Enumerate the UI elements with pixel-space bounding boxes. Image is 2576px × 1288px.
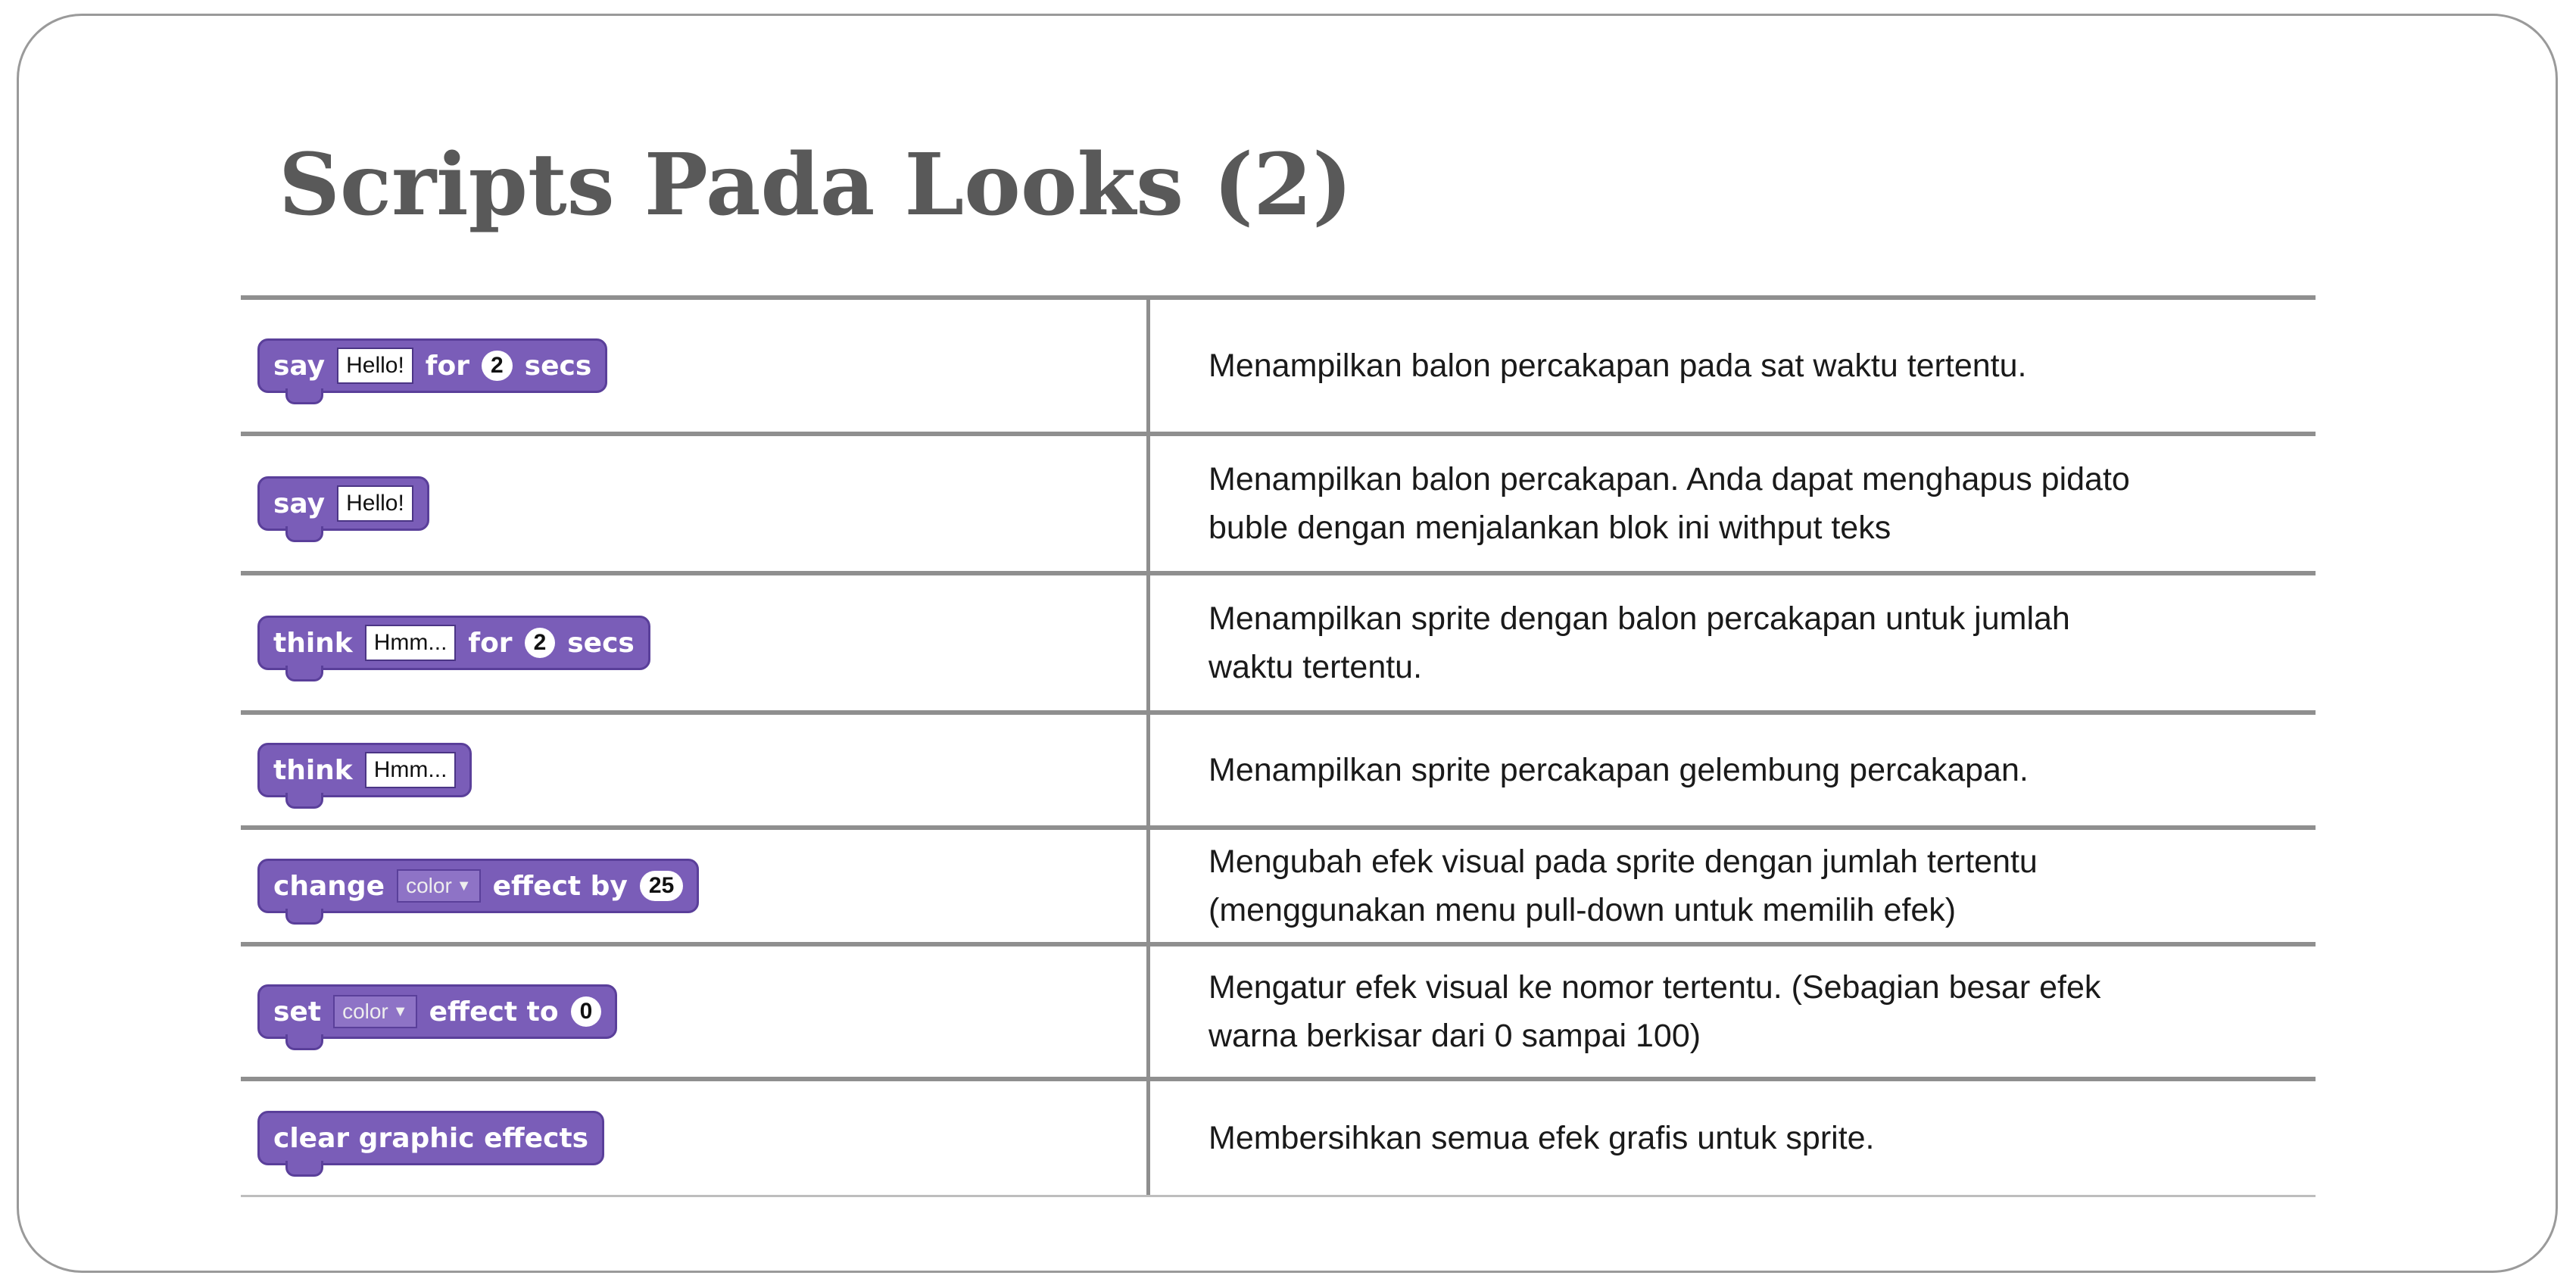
table-row [241,300,2316,432]
block-cell [257,715,472,825]
table-row [241,575,2316,710]
description-text: Mengubah efek visual pada sprite dengan jumlah tertentu (menggunakan menu pull-down untuk memilih efek) [1208,844,2038,928]
description-text: Menampilkan balon percakapan. Anda dapat menghapus pidato buble dengan menjalankan blok ini withput teks [1208,461,2130,546]
slide-title: Scripts Pada Looks (2) [279,136,1353,235]
block-keyword: clear graphic effects [273,1122,589,1154]
block-keyword: for [425,350,469,382]
seconds-slot[interactable]: 2 [525,628,556,658]
description-cell [1208,575,2299,710]
block-keyword: change [273,870,385,902]
effect-dropdown[interactable] [397,869,481,903]
description-cell [1208,1081,2299,1195]
block-keyword: effect to [429,996,559,1028]
value-slot[interactable]: 0 [571,996,602,1027]
block-keyword: for [468,627,513,659]
chevron-down-icon: ▼ [456,878,472,894]
description-cell [1208,947,2299,1077]
description-text: Mengatur efek visual ke nomor tertentu. (Sebagian besar efek warna berkisar dari 0 sampai 100) [1208,969,2101,1054]
clear-graphic-effects-block[interactable] [257,1111,604,1165]
say-block[interactable] [257,476,429,531]
chevron-down-icon: ▼ [392,1003,408,1020]
block-cell [257,947,617,1077]
amount-slot[interactable]: 25 [640,871,683,901]
description-text: Menampilkan sprite percakapan gelembung percakapan. [1208,752,2029,788]
block-keyword: secs [567,627,635,659]
description-cell [1208,830,2299,942]
block-keyword: set [273,996,322,1028]
set-effect-block[interactable] [257,984,617,1039]
effect-dropdown-value: color [406,874,452,897]
effect-dropdown[interactable] [333,995,417,1028]
table-row [241,830,2316,942]
block-keyword: think [273,754,353,786]
block-keyword: say [273,488,326,519]
seconds-slot[interactable]: 2 [482,351,513,381]
think-block[interactable] [257,743,472,797]
message-slot[interactable]: Hello! [337,348,413,384]
message-slot[interactable]: Hello! [337,485,413,522]
change-effect-block[interactable] [257,859,699,913]
block-keyword: secs [524,350,592,382]
think-for-secs-block[interactable] [257,616,650,670]
description-cell [1208,300,2299,432]
block-keyword: say [273,350,326,382]
description-cell [1208,436,2299,571]
table-row [241,715,2316,825]
block-cell [257,1081,604,1195]
table-row [241,947,2316,1077]
block-keyword: effect by [492,870,628,902]
block-cell [257,575,650,710]
description-text: Menampilkan sprite dengan balon percakapan untuk jumlah waktu tertentu. [1208,600,2070,685]
message-slot[interactable]: Hmm... [365,625,457,661]
table-row [241,436,2316,571]
block-cell [257,830,699,942]
say-for-secs-block[interactable] [257,338,607,393]
block-cell [257,436,429,571]
effect-dropdown-value: color [342,1000,388,1023]
looks-scripts-table [241,295,2316,1199]
description-text: Membersihkan semua efek grafis untuk sprite. [1208,1120,1875,1156]
description-cell [1208,715,2299,825]
block-keyword: think [273,627,353,659]
table-bottom-border [241,1195,2316,1197]
message-slot[interactable]: Hmm... [365,752,457,788]
block-cell [257,300,607,432]
description-text: Menampilkan balon percakapan pada sat waktu tertentu. [1208,348,2027,384]
table-row [241,1081,2316,1195]
